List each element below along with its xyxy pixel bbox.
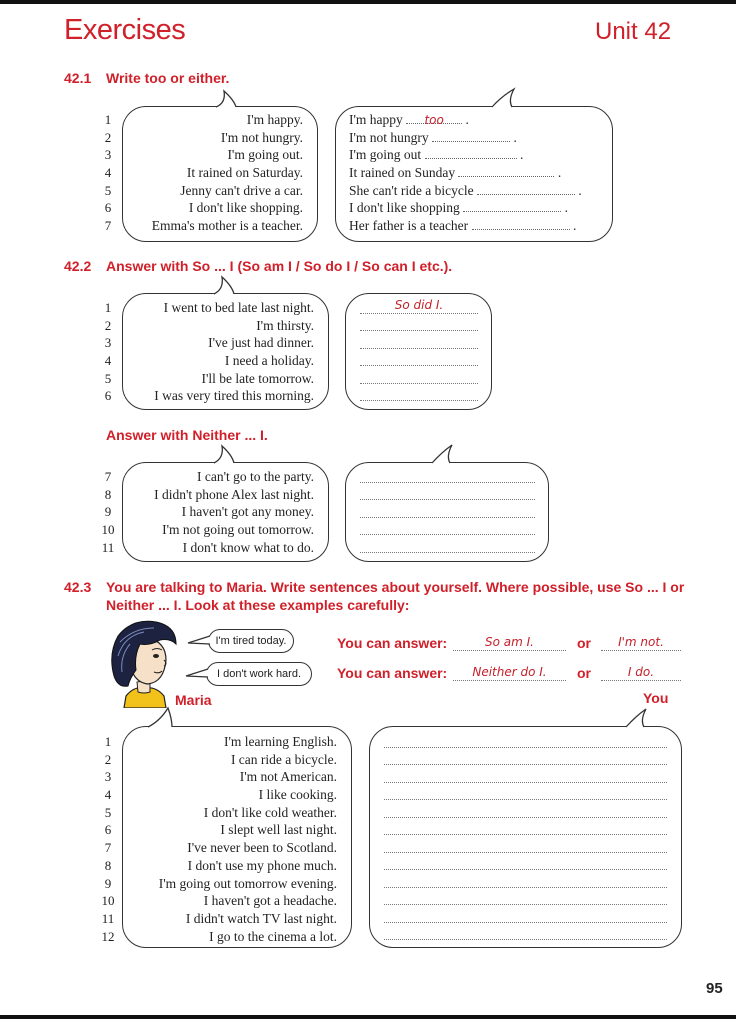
list-item: I need a holiday. <box>224 353 314 369</box>
ex2-instruction: Answer with So ... I (So am I / So do I / So can I etc.). <box>106 258 453 274</box>
list-item: I'm learning English. <box>223 734 337 749</box>
list-item: I go to the cinema a lot. <box>209 928 337 944</box>
list-item: I'll be late tomorrow. <box>201 370 314 386</box>
answer-line[interactable] <box>360 296 478 314</box>
answer-blank[interactable] <box>472 217 570 230</box>
list-item: I'm going out . <box>349 147 524 163</box>
ex3-numbers: 1 2 3 4 5 6 7 8 9 10 11 12 <box>101 734 115 944</box>
maria-speech-1: I'm tired today. <box>208 629 294 653</box>
list-item: I don't use my phone much. <box>187 857 337 873</box>
list-item: I'm thirsty. <box>256 317 314 333</box>
you-can-answer-label: You can answer: <box>337 665 448 681</box>
list-item: I slept well last night. <box>220 822 337 838</box>
list-item: I've just had dinner. <box>208 335 314 351</box>
bottom-rule <box>0 1015 736 1019</box>
list-item: I was very tired this morning. <box>154 388 314 404</box>
page-number: 95 <box>706 980 723 997</box>
ex3-left-lines <box>128 733 337 945</box>
answer-line[interactable] <box>384 818 667 836</box>
list-item: I don't like cold weather. <box>203 804 337 820</box>
speech-pointer-icon <box>184 667 210 679</box>
ex2-number: 42.2 <box>64 258 92 274</box>
example-answer-1a: So am I. <box>453 633 566 651</box>
list-item: I'm going out. <box>227 147 303 163</box>
example-answer-1b: I'm not. <box>601 633 681 651</box>
ex1-right-bubble-tail <box>488 88 522 110</box>
list-item: I'm not hungry . <box>349 129 517 145</box>
ex1-number: 42.1 <box>64 70 92 86</box>
list-item: I haven't got any money. <box>181 504 314 520</box>
answer-blank[interactable] <box>458 164 554 177</box>
ex1-numbers: 1 2 3 4 5 6 7 <box>104 112 112 234</box>
list-item: I don't like shopping. <box>188 200 303 216</box>
list-item: I'm going out tomorrow evening. <box>158 875 337 891</box>
ex3-instruction-line2: Neither ... I. Look at these examples carefully: <box>106 597 410 613</box>
you-can-answer-label: You can answer: <box>337 635 448 651</box>
example-answer-2a: Neither do I. <box>453 663 566 681</box>
answer-line[interactable] <box>360 500 535 518</box>
or-label: or <box>577 665 591 681</box>
list-item: Her father is a teacher . <box>349 218 577 234</box>
answer-line[interactable] <box>360 465 535 483</box>
list-item: I don't like shopping . <box>349 200 568 216</box>
list-item: She can't ride a bicycle . <box>349 182 582 198</box>
answer-blank[interactable] <box>477 182 575 195</box>
ex2-sub-instruction: Answer with Neither ... I. <box>106 427 268 443</box>
answer-line[interactable] <box>360 535 535 553</box>
list-item: I don't know what to do. <box>182 539 314 555</box>
answer-line[interactable] <box>360 331 478 349</box>
ex1-left-lines <box>128 111 303 235</box>
answer-line[interactable] <box>384 835 667 853</box>
answer-blank[interactable] <box>463 199 561 212</box>
answer-line[interactable] <box>360 314 478 332</box>
speech-pointer-icon <box>186 634 212 646</box>
ex2b-numbers: 7 8 9 10 11 <box>101 469 115 555</box>
example-answer: too <box>424 113 444 127</box>
answer-line[interactable] <box>384 853 667 871</box>
answer-line[interactable] <box>384 748 667 766</box>
ex1-heading <box>64 70 229 86</box>
answer-line[interactable] <box>384 765 667 783</box>
ex2b-left-bubble-tail <box>210 445 240 465</box>
answer-line[interactable] <box>360 518 535 536</box>
ex3-right-bubble-tail <box>622 708 656 729</box>
list-item: I'm not going out tomorrow. <box>162 522 314 538</box>
list-item: I can't go to the party. <box>196 469 314 484</box>
answer-blank[interactable] <box>432 129 510 142</box>
example-answer-2b: I do. <box>601 663 681 681</box>
ex2-left-lines <box>128 299 314 405</box>
ex2b-answer-lines <box>360 465 535 553</box>
ex2-left-bubble-tail <box>210 276 240 296</box>
ex1-left-bubble-tail <box>212 90 242 110</box>
ex3-instruction-line1: You are talking to Maria. Write sentences about yourself. Where possible, use So ... I or <box>106 579 685 595</box>
maria-illustration-icon <box>104 616 184 708</box>
answer-line[interactable] <box>384 870 667 888</box>
list-item: I can ride a bicycle. <box>230 751 337 767</box>
answer-line[interactable] <box>360 384 478 402</box>
ex3-answer-lines <box>384 730 667 940</box>
list-item: I'm happy. <box>246 112 303 127</box>
list-item: Jenny can't drive a car. <box>180 182 303 198</box>
list-item: It rained on Sunday . <box>349 165 562 181</box>
ex2b-right-bubble-tail <box>428 444 462 465</box>
list-item: It rained on Saturday. <box>186 165 303 181</box>
answer-blank[interactable] <box>425 146 517 159</box>
list-item: I've never been to Scotland. <box>187 840 337 856</box>
ex1-right-lines <box>349 111 609 235</box>
list-item: I'm not hungry. <box>220 129 303 145</box>
ex2-numbers: 1 2 3 4 5 6 <box>104 300 112 404</box>
ex1-instruction: Write too or either. <box>106 70 230 86</box>
example-answer: So did I. <box>394 298 444 312</box>
answer-line[interactable] <box>384 783 667 801</box>
maria-label: Maria <box>175 692 212 708</box>
list-item: I like cooking. <box>258 787 337 803</box>
answer-blank[interactable] <box>406 111 462 127</box>
maria-speech-2: I don't work hard. <box>206 662 312 686</box>
answer-line[interactable] <box>384 923 667 941</box>
page-title: Exercises <box>64 14 186 46</box>
list-item: I didn't watch TV last night. <box>185 910 337 926</box>
answer-line[interactable] <box>384 730 667 748</box>
answer-line[interactable] <box>360 483 535 501</box>
ex3-number: 42.3 <box>64 579 92 595</box>
answer-line[interactable] <box>360 366 478 384</box>
ex2b-left-lines <box>128 468 314 556</box>
answer-line[interactable] <box>384 905 667 923</box>
you-label: You <box>643 690 669 706</box>
answer-line[interactable] <box>360 349 478 367</box>
top-rule <box>0 0 736 4</box>
ex2-answer-lines <box>360 296 478 401</box>
list-item: I'm happy too . <box>349 112 469 127</box>
list-item: Emma's mother is a teacher. <box>151 218 303 234</box>
ex2-heading <box>64 258 452 274</box>
answer-line[interactable] <box>384 800 667 818</box>
answer-line[interactable] <box>384 888 667 906</box>
ex3-left-bubble-tail <box>144 707 178 729</box>
list-item: I went to bed late last night. <box>163 300 314 315</box>
list-item: I didn't phone Alex last night. <box>154 486 314 502</box>
list-item: I'm not American. <box>239 769 337 785</box>
list-item: I haven't got a headache. <box>203 893 337 909</box>
or-label: or <box>577 635 591 651</box>
ex3-heading <box>64 578 704 614</box>
unit-label: Unit 42 <box>595 18 672 45</box>
